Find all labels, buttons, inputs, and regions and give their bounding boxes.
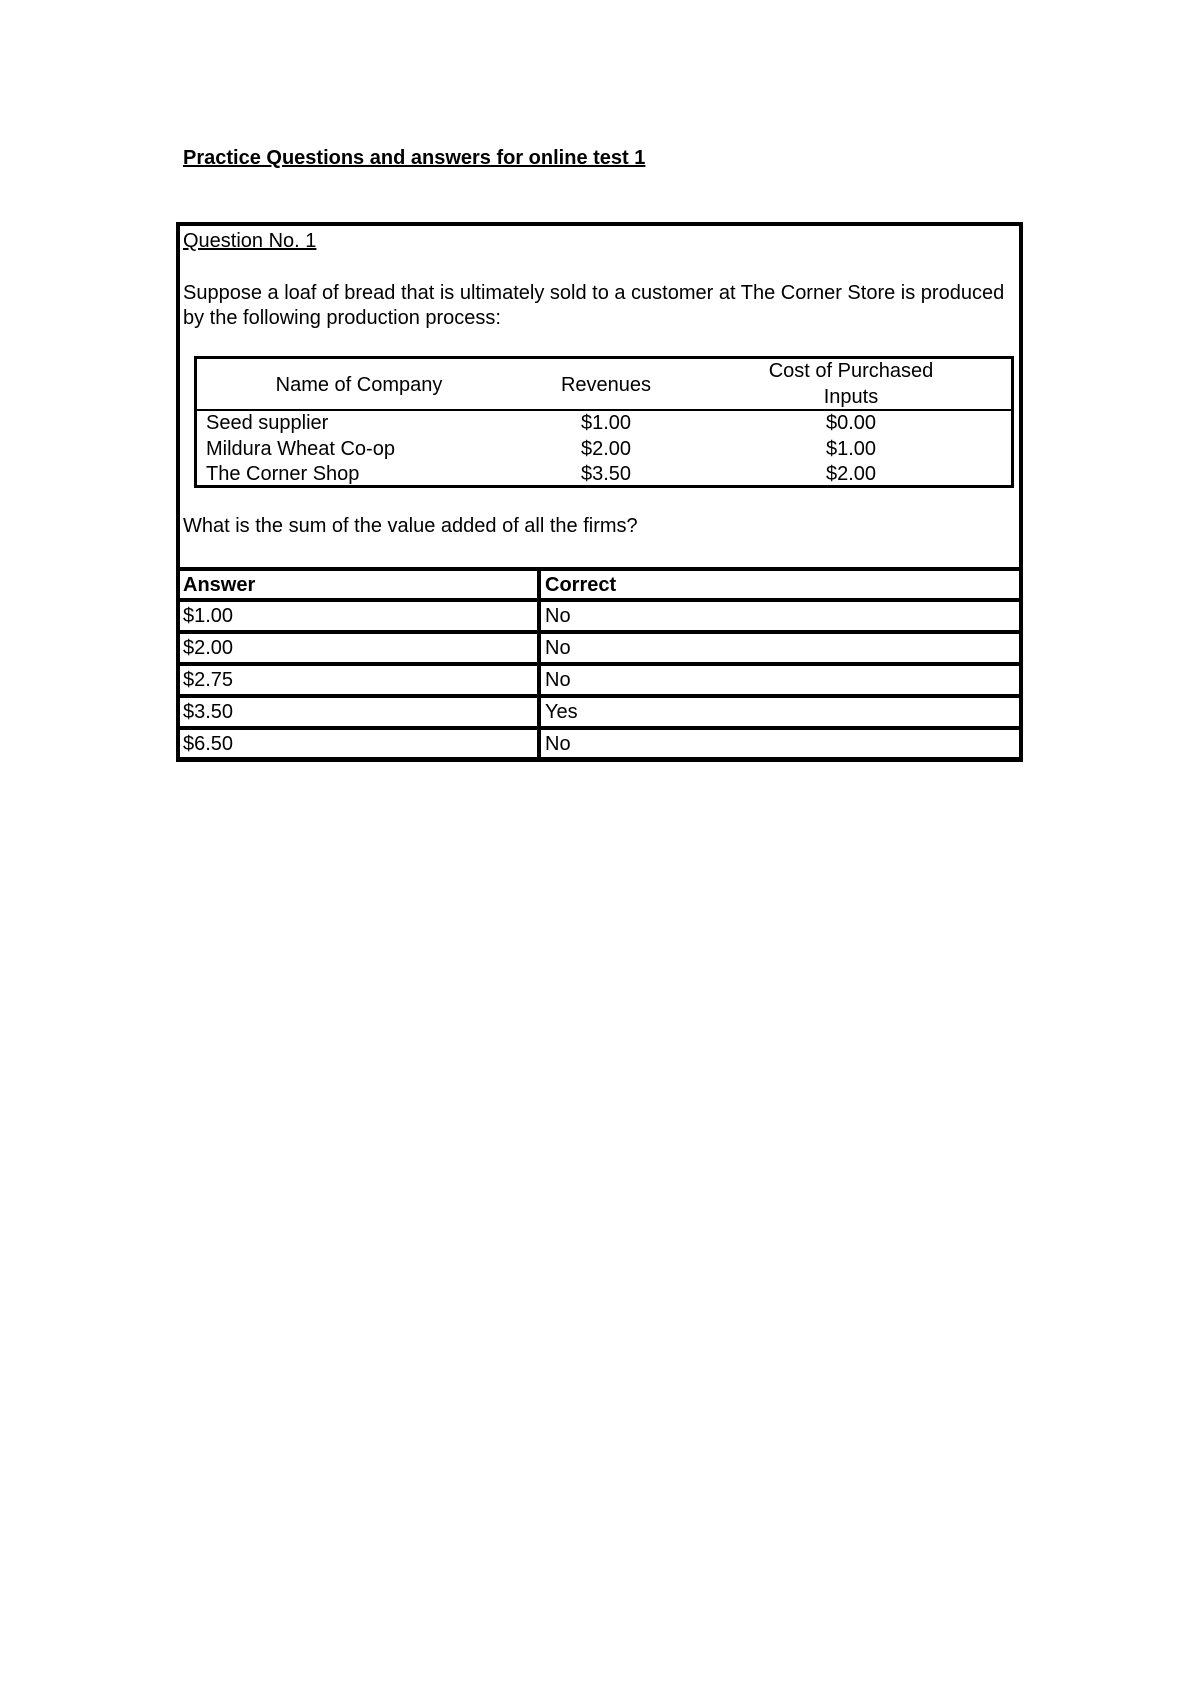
answer-value: $2.00 <box>183 637 234 659</box>
row-revenues: $1.00 <box>580 412 632 434</box>
row-revenues: $2.00 <box>580 438 632 460</box>
answer-value: $1.00 <box>183 605 234 627</box>
answer-correct: Yes <box>545 701 578 723</box>
answer-row <box>176 602 1023 634</box>
answer-correct: No <box>545 605 571 627</box>
answer-correct: No <box>545 637 571 659</box>
header-cost-line1: Cost of Purchased <box>768 360 934 382</box>
answers-header-row <box>176 567 1023 602</box>
header-revenues: Revenues <box>560 374 652 396</box>
answer-row <box>176 666 1023 698</box>
production-table <box>194 356 1014 488</box>
question-text: Suppose a loaf of bread that is ultimately sold to a customer at The Corner Store is produced by the following production process: <box>183 282 1005 329</box>
answer-value: $3.50 <box>183 701 234 723</box>
row-cost: $1.00 <box>825 438 877 460</box>
row-company: Seed supplier <box>206 412 329 434</box>
answer-correct: No <box>545 669 571 691</box>
row-company: The Corner Shop <box>206 463 360 485</box>
row-company: Mildura Wheat Co-op <box>206 438 395 460</box>
header-cost-line2: Inputs <box>823 386 879 408</box>
answers-header-correct: Correct <box>545 574 617 596</box>
answers-header-answer: Answer <box>183 574 256 596</box>
header-company: Name of Company <box>275 374 443 396</box>
answer-correct: No <box>545 733 571 755</box>
answer-value: $2.75 <box>183 669 234 691</box>
page-title: Practice Questions and answers for online test 1 <box>183 147 646 169</box>
row-cost: $0.00 <box>825 412 877 434</box>
question-prompt: What is the sum of the value added of all the firms? <box>183 515 638 537</box>
answer-row <box>176 730 1023 762</box>
row-cost: $2.00 <box>825 463 877 485</box>
answer-row <box>176 698 1023 730</box>
answer-row <box>176 634 1023 666</box>
question-number: Question No. 1 <box>183 230 317 252</box>
answer-value: $6.50 <box>183 733 234 755</box>
row-revenues: $3.50 <box>580 463 632 485</box>
